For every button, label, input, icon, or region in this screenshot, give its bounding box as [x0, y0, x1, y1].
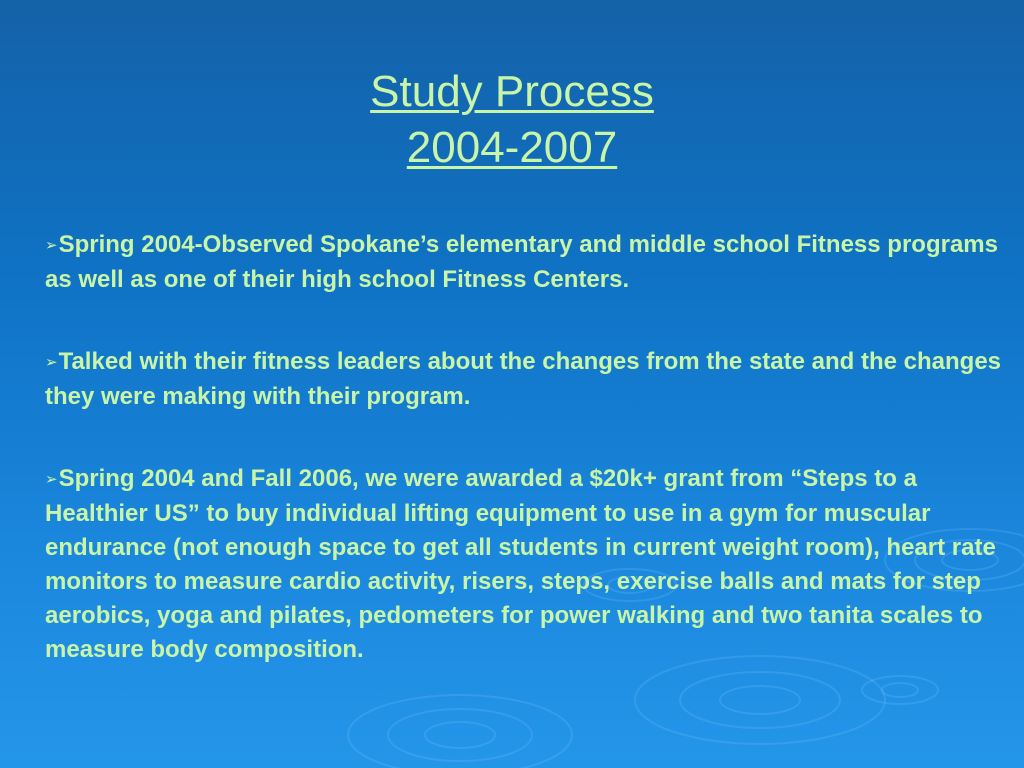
bullet-text: Talked with their fitness leaders about the changes from the state and the changes they were making with their program.	[45, 348, 1002, 410]
bullet-item-grant	[45, 462, 1005, 667]
bullet-arrow-icon: ➢	[45, 471, 58, 488]
bullet-item-spring-2004	[45, 228, 1005, 297]
bullet-item-fitness-leaders	[45, 345, 1005, 414]
bullet-text: Spring 2004 and Fall 2006, we were awarded a $20k+ grant from “Steps to a Healthier US” to buy individual lifting equipment to use in a gym for muscular endurance (not enough space to get all students in current weight room), heart rate monitors to measure cardio activity, risers, steps, exercise balls and mats for step aerobics, yoga and pilates, pedometers for power walking and two tanita scales to measure body composition.	[45, 465, 996, 663]
bullet-text: Spring 2004-Observed Spokane’s elementary and middle school Fitness programs as well as one of their high school Fitness Centers.	[45, 231, 998, 293]
bullet-arrow-icon: ➢	[45, 237, 58, 254]
bullet-list	[45, 228, 1005, 715]
slide-title-line-2: 2004-2007	[406, 123, 618, 172]
slide-title	[0, 64, 1024, 176]
slide-title-line-1: Study Process	[370, 67, 654, 116]
bullet-arrow-icon: ➢	[45, 354, 58, 371]
